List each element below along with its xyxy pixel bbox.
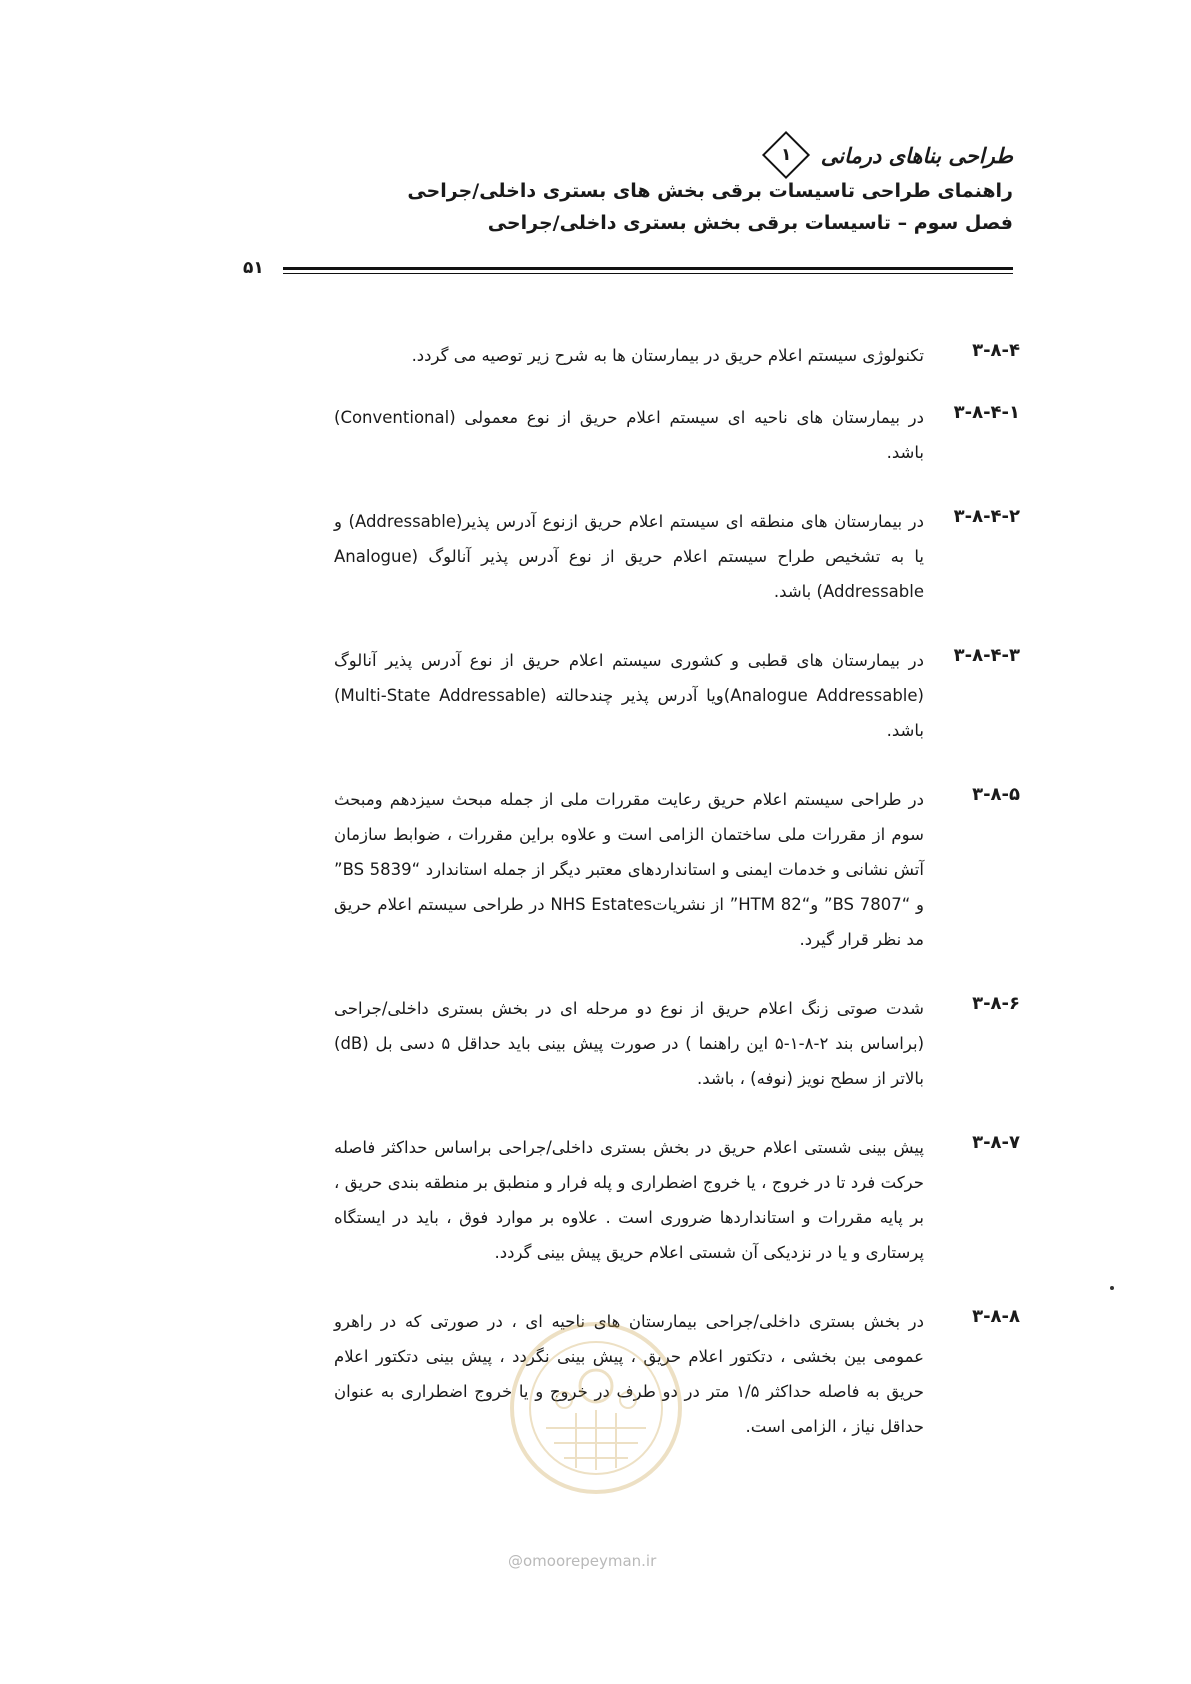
clause-item (240, 643, 1020, 748)
clause-text: در بیمارستان های منطقه ای سیستم اعلام حریق ازنوع آدرس پذیر(Addressable) و یا به تشخیص طراح سیستم اعلام حریق از نوع آدرس پذیر آنالوگ (Analogue Addressable) باشد. (334, 512, 924, 601)
chapter-title: فصل سوم – تاسیسات برقی بخش بستری داخلی/جراحی (487, 212, 1013, 234)
clause-item (240, 1130, 1020, 1270)
clause-number: ۳-۸-۴ (972, 340, 1020, 361)
clause-item (240, 400, 1020, 470)
clause-number: ۳-۸-۴-۲ (953, 506, 1020, 527)
clause-text: در بخش بستری داخلی/جراحی بیمارستان های ناحیه ای ، در صورتی که در راهرو عمومی بین بخشی ، دتکتور اعلام حریق ، پیش بینی نگردد ، پیش بینی دتکتور اعلام حریق به فاصله حداکثر ۱/۵ متر در دو طرف در خروج و یا خروج اضطراری به عنوان حداقل نیاز ، الزامی است. (334, 1312, 924, 1436)
clause-number: ۳-۸-۸ (972, 1306, 1020, 1327)
clause-text: در طراحی سیستم اعلام حریق رعایت مقررات ملی از جمله مبحث سیزدهم ومبحث سوم از مقررات ملی ساختمان الزامی است و علاوه براین مقررات ، ضوابط سازمان آتش نشانی و خدمات ایمنی و استانداردهای معتبر دیگر از جمله استاندارد “BS 5839” و “BS 7807” و“HTM 82” از نشریاتNHS Estates در طراحی سیستم اعلام حریق مد نظر قرار گیرد. (334, 790, 924, 949)
clause-number: ۳-۸-۵ (972, 784, 1020, 805)
clause-text: تکنولوژی سیستم اعلام حریق در بیمارستان ها به شرح زیر توصیه می گردد. (411, 346, 924, 365)
header-rule-row (243, 258, 1013, 278)
series-number: ۱ (780, 145, 791, 166)
series-line (133, 138, 1013, 172)
clause-number: ۳-۸-۶ (972, 993, 1020, 1014)
scan-speck (1110, 1286, 1114, 1290)
clause-item (240, 338, 1020, 373)
series-number-badge (762, 131, 810, 179)
page-number: ۵۱ (243, 258, 264, 278)
clause-text: پیش بینی شستی اعلام حریق در بخش بستری داخلی/جراحی براساس حداکثر فاصله حرکت فرد تا در خروج ، یا خروج اضطراری و پله فرار و منطبق بر منطقه بندی حریق ، بر پایه مقررات و استانداردها ضروری است . علاوه بر موارد فوق ، باید در ایستگاه پرستاری و یا در نزدیکی آن شستی اعلام حریق پیش بینی گردد. (334, 1138, 924, 1262)
watermark-url: @omoorepeyman.ir (508, 1552, 657, 1570)
clause-list (240, 338, 1020, 1444)
guide-title: راهنمای طراحی تاسیسات برقی بخش های بستری داخلی/جراحی (407, 180, 1013, 202)
series-title: طراحی بناهای درمانی (820, 142, 1013, 168)
header-divider (283, 267, 1013, 274)
clause-text: در بیمارستان های قطبی و کشوری سیستم اعلام حریق از نوع آدرس پذیر آنالوگ (Analogue Addressable)ویا آدرس پذیر چندحالته (Multi-State Addressable) باشد. (334, 651, 924, 740)
clause-text: شدت صوتی زنگ اعلام حریق از نوع دو مرحله ای در بخش بستری داخلی/جراحی (براساس بند ۲-۸-۱-۵ این راهنما ) در صورت پیش بینی باید حداقل ۵ دسی بل (dB) بالاتر از سطح نویز (نوفه) ، باشد. (334, 999, 925, 1088)
clause-number: ۳-۸-۴-۱ (953, 402, 1020, 423)
watermark-seal-icon (506, 1318, 686, 1498)
clause-text: در بیمارستان های ناحیه ای سیستم اعلام حریق از نوع معمولی (Conventional) باشد. (334, 408, 924, 462)
clause-item (240, 991, 1020, 1096)
clause-number: ۳-۸-۴-۳ (953, 645, 1020, 666)
clause-item (240, 504, 1020, 609)
clause-number: ۳-۸-۷ (972, 1132, 1020, 1153)
clause-item (240, 782, 1020, 957)
page-header (133, 138, 1013, 234)
